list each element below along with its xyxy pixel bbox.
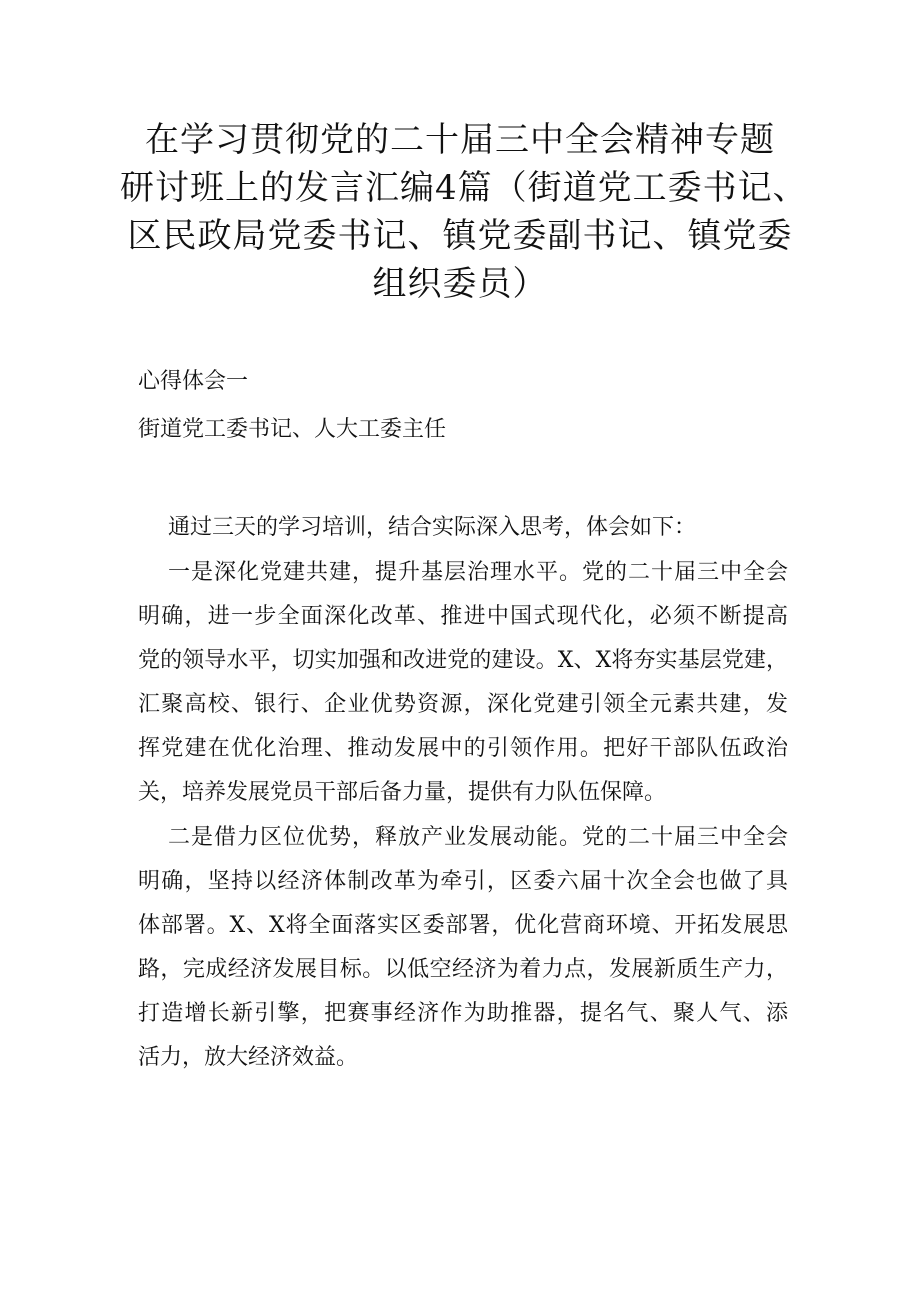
paragraph-party-building: [138, 551, 788, 815]
paragraph-intro: [138, 506, 788, 550]
document-body: [138, 506, 788, 1081]
paragraph-line: 打造增长新引擎，把赛事经济作为助推器，提名气、聚人气、添: [138, 1001, 788, 1026]
paragraph-line: 挥党建在优化治理、推动发展中的引领作用。把好干部队伍政治: [138, 736, 788, 761]
title-line: 在学习贯彻党的二十届三中全会精神专题: [145, 120, 775, 160]
paragraph-line: 二是借力区位优势，释放产业发展动能。党的二十届三中全会: [168, 825, 788, 850]
author-role: 街道党工委书记、人大工委主任: [138, 417, 447, 442]
paragraph-line: 明确，坚持以经济体制改革为牵引，区委六届十次全会也做了具: [138, 869, 788, 894]
paragraph-line: 体部署。X、X将全面落实区委部署，优化营商环境、开拓发展思: [138, 913, 788, 938]
title-line: 研讨班上的发言汇编4篇（街道党工委书记、: [120, 168, 808, 208]
document-title: [120, 116, 808, 308]
section-heading: 心得体会一: [138, 369, 249, 394]
paragraph-line: 活力，放大经济效益。: [138, 1045, 359, 1070]
paragraph-line: 通过三天的学习培训，结合实际深入思考，体会如下：: [168, 515, 697, 540]
paragraph-line: 一是深化党建共建，提升基层治理水平。党的二十届三中全会: [168, 560, 788, 585]
paragraph-industry: [138, 816, 788, 1080]
title-line: 组织委员）: [372, 264, 548, 304]
paragraph-line: 汇聚高校、银行、企业优势资源，深化党建引领全元素共建，发: [138, 692, 788, 717]
paragraph-line: 明确，进一步全面深化改革、推进中国式现代化，必须不断提高: [138, 604, 788, 629]
paragraph-line: 路，完成经济发展目标。以低空经济为着力点，发展新质生产力，: [138, 957, 788, 982]
paragraph-line: 关，培养发展党员干部后备力量，提供有力队伍保障。: [138, 780, 667, 805]
title-line: 区民政局党委书记、镇党委副书记、镇党委: [127, 216, 793, 256]
paragraph-line: 党的领导水平，切实加强和改进党的建设。X、X将夯实基层党建，: [138, 648, 788, 673]
